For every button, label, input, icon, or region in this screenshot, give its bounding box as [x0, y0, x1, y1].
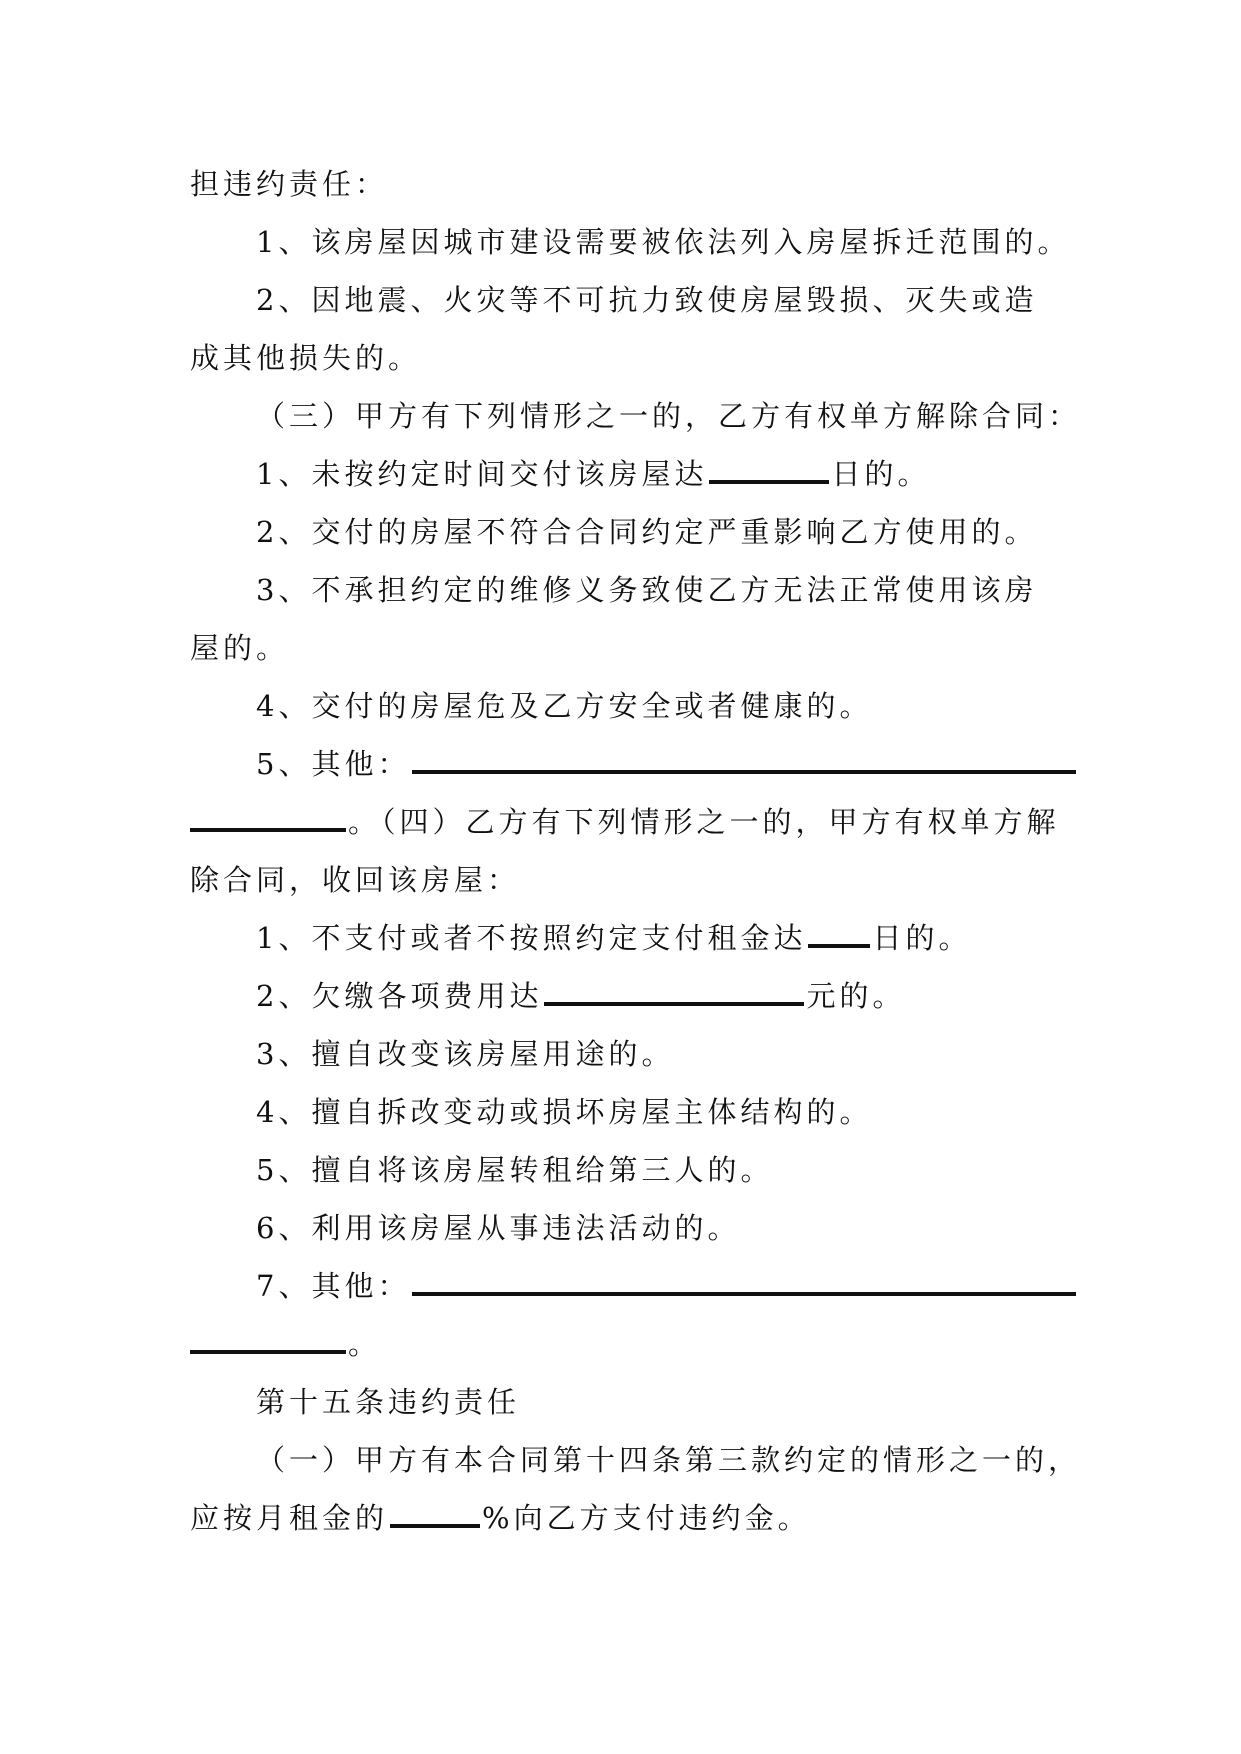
line-text: 元的。 [806, 979, 906, 1013]
line-text: 日的。 [831, 457, 931, 491]
list-item [190, 677, 1070, 735]
section-heading [190, 387, 1082, 445]
line-text: 3、不承担约定的维修义务致使乙方无法正常使用该房 [256, 573, 1038, 607]
line-text: 1、不支付或者不按照约定支付租金达 [256, 921, 807, 955]
fill-blank-other-2[interactable] [412, 1268, 1076, 1296]
section-heading [190, 1431, 1082, 1489]
line-text: 7、其他： [256, 1269, 411, 1303]
line-text: 2、因地震、火灾等不可抗力致使房屋毁损、灭失或造 [256, 283, 1038, 317]
document-page [190, 155, 1082, 1547]
fill-blank-percent[interactable] [390, 1500, 480, 1528]
list-item [190, 445, 1070, 503]
line-text: 6、利用该房屋从事违法活动的。 [256, 1211, 741, 1245]
list-item [190, 503, 1070, 561]
fill-blank-other[interactable] [412, 746, 1076, 774]
line-text: 应按月租金的 [190, 1501, 389, 1535]
line-text: 日的。 [872, 921, 972, 955]
list-item [190, 271, 1070, 329]
fill-blank-fee-amount[interactable] [544, 978, 804, 1006]
line-text: 3、擅自改变该房屋用途的。 [256, 1037, 675, 1071]
line-text: 担违约责任： [190, 167, 389, 201]
list-item [190, 1141, 1070, 1199]
text-line [190, 329, 1070, 387]
fill-blank-other-cont[interactable] [190, 804, 346, 832]
line-text: 4、交付的房屋危及乙方安全或者健康的。 [256, 689, 873, 723]
line-text: （一）甲方有本合同第十四条第三款约定的情形之一的， [256, 1443, 1082, 1477]
fill-blank-days[interactable] [709, 456, 829, 484]
fill-blank-other-2-cont[interactable] [190, 1326, 346, 1354]
list-item [190, 967, 1070, 1025]
line-text: 2、交付的房屋不符合合同约定严重影响乙方使用的。 [256, 515, 1038, 549]
line-text: 。（四）乙方有下列情形之一的，甲方有权单方解 [348, 805, 1060, 839]
line-text: 成其他损失的。 [190, 341, 422, 375]
text-line [190, 1489, 1070, 1547]
text-line [190, 1315, 1070, 1373]
text-line [190, 619, 1070, 677]
text-line [190, 851, 1070, 909]
list-item [190, 1083, 1070, 1141]
line-text: 2、欠缴各项费用达 [256, 979, 543, 1013]
text-line [190, 793, 1070, 851]
line-text: 5、擅自将该房屋转租给第三人的。 [256, 1153, 774, 1187]
text-line [190, 155, 1070, 213]
line-text: （三）甲方有下列情形之一的，乙方有权单方解除合同： [256, 399, 1082, 433]
list-item [190, 735, 1070, 793]
line-text: 5、其他： [256, 747, 411, 781]
line-text: 。 [348, 1327, 382, 1361]
line-text: 屋的。 [190, 631, 290, 665]
line-text: 4、擅自拆改变动或损坏房屋主体结构的。 [256, 1095, 873, 1129]
line-text: 除合同，收回该房屋： [190, 863, 521, 897]
list-item [190, 1199, 1070, 1257]
line-text: %向乙方支付违约金。 [482, 1501, 811, 1535]
list-item [190, 213, 1070, 271]
list-item [190, 1025, 1070, 1083]
fill-blank-rent-days[interactable] [808, 920, 870, 948]
article-heading [190, 1373, 1070, 1431]
list-item [190, 1257, 1070, 1315]
line-text: 1、该房屋因城市建设需要被依法列入房屋拆迁范围的。 [256, 225, 1071, 259]
line-text: 1、未按约定时间交付该房屋达 [256, 457, 708, 491]
list-item [190, 909, 1070, 967]
list-item [190, 561, 1070, 619]
line-text: 第十五条违约责任 [256, 1385, 521, 1419]
